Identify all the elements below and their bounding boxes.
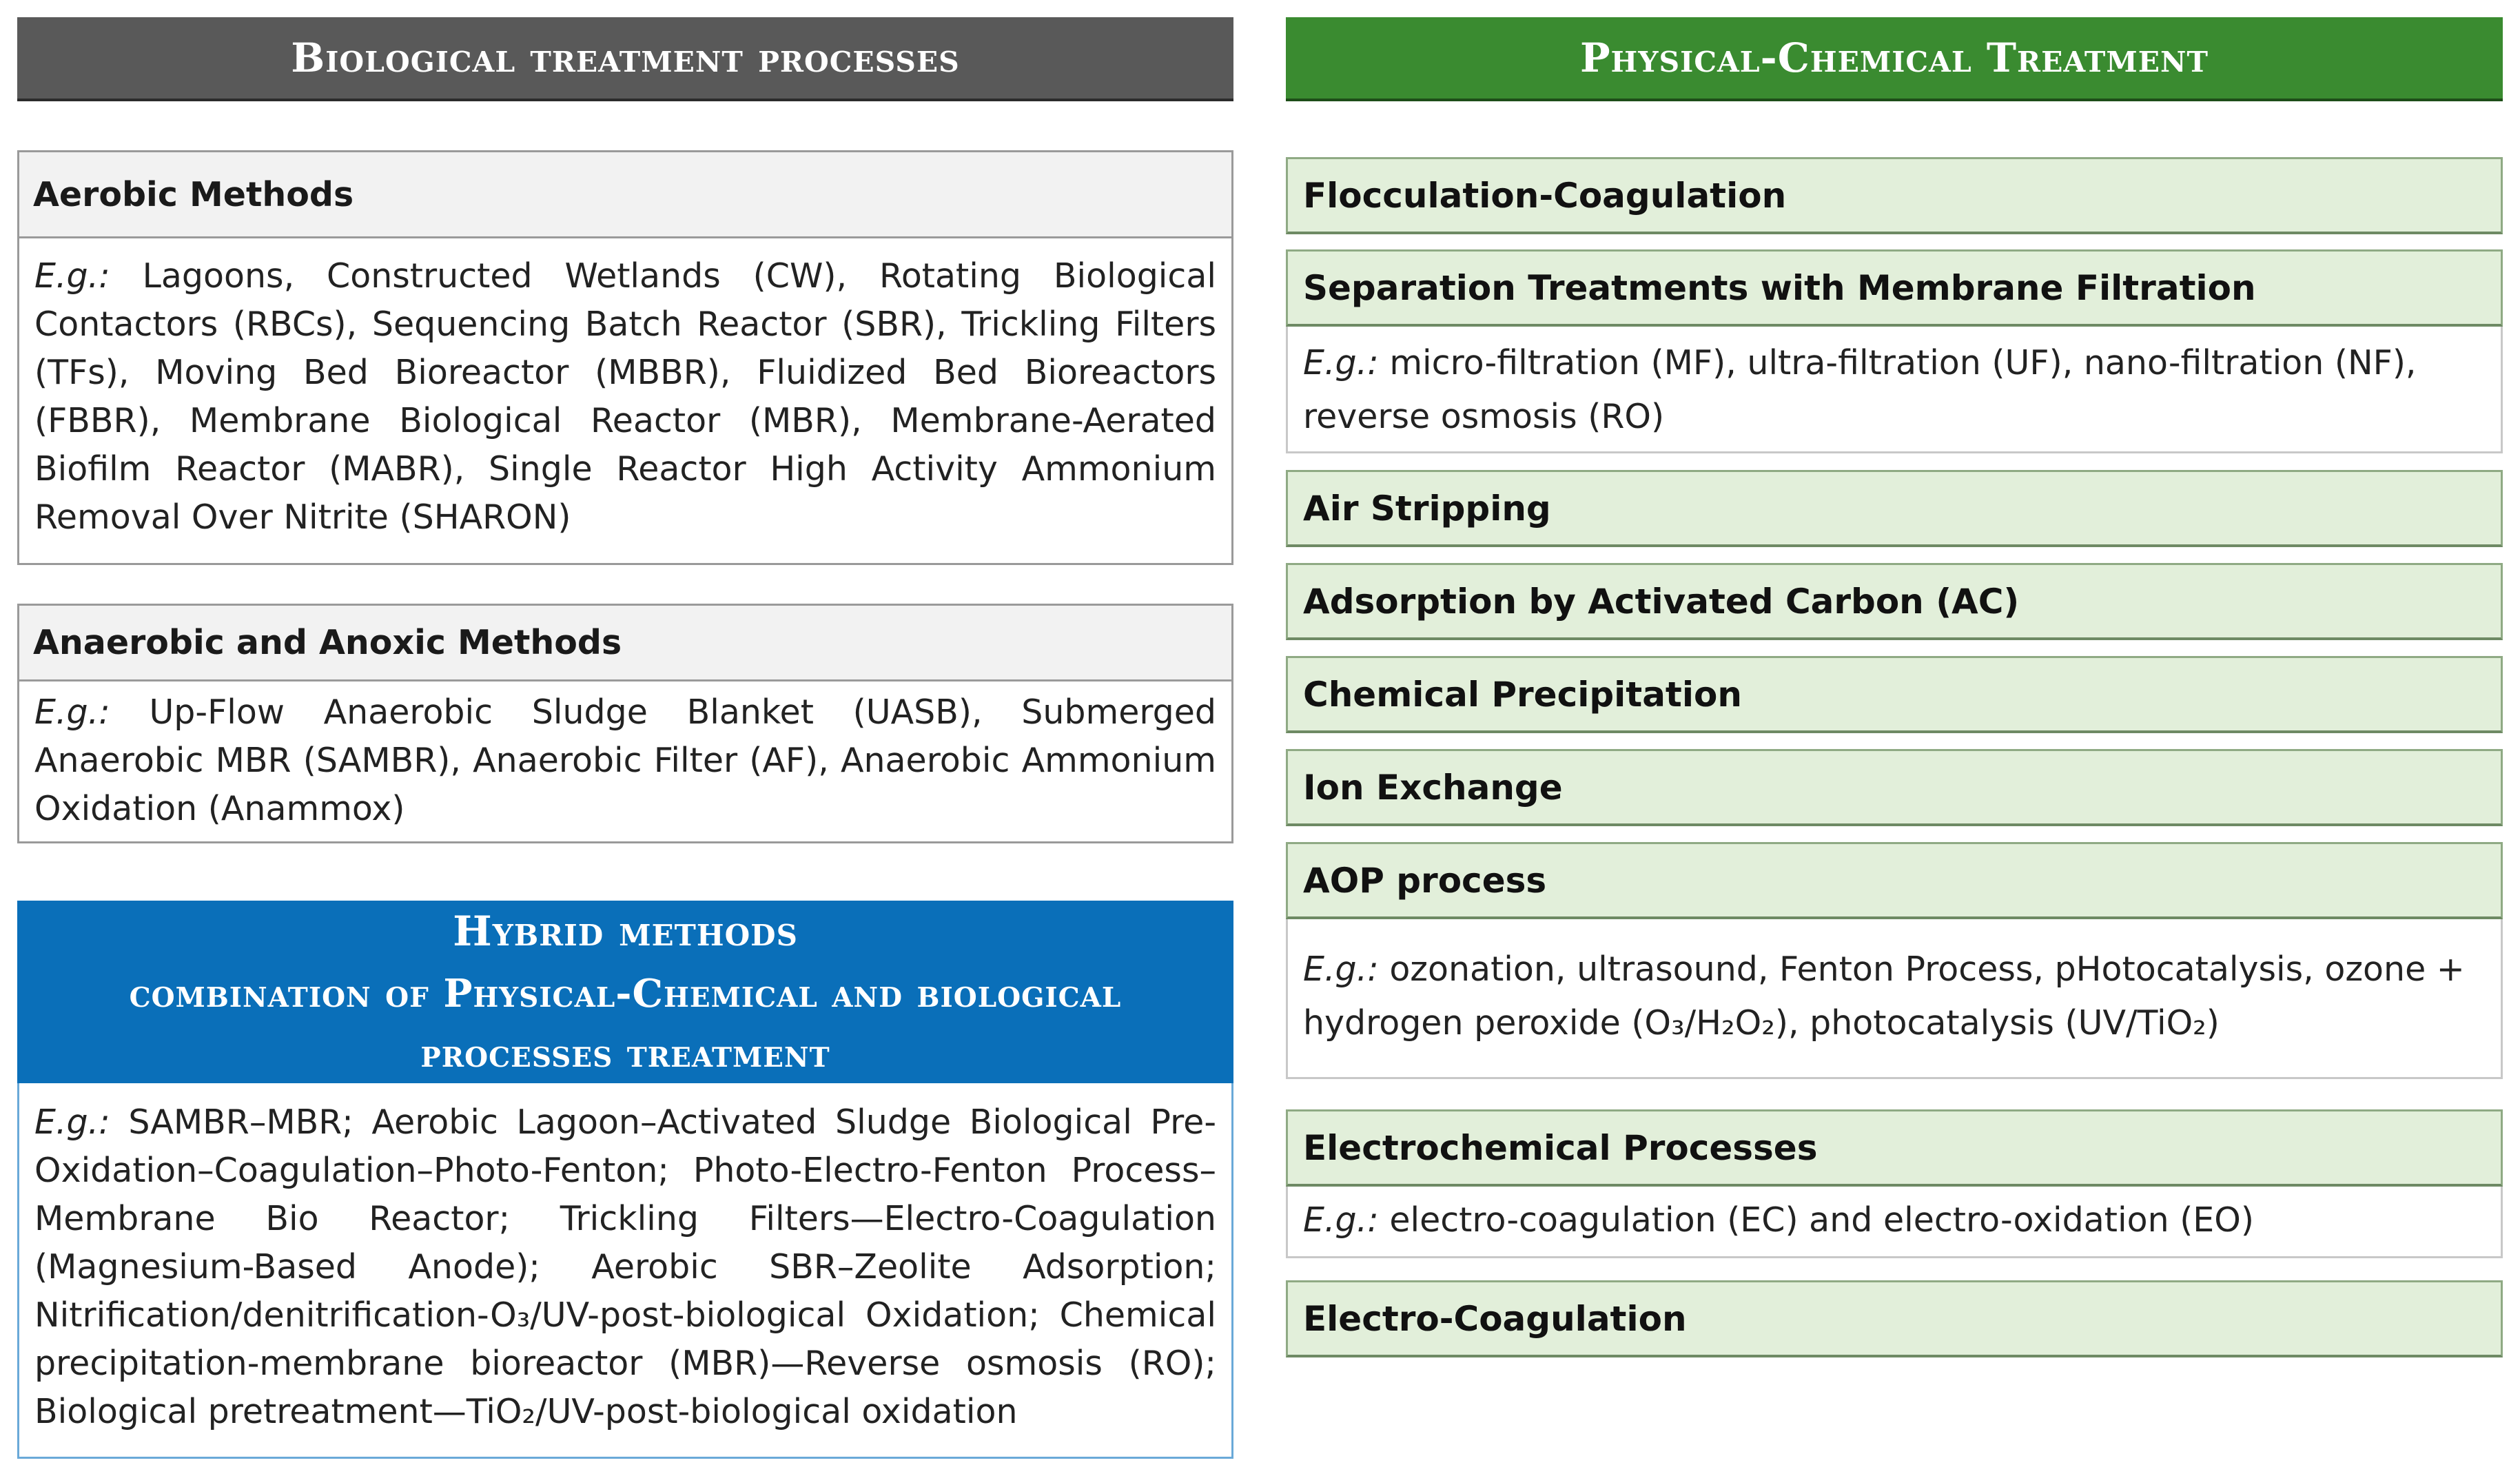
hybrid-examples-text: SAMBR–MBR; Aerobic Lagoon–Activated Sludge Biological Pre-Oxidation–Coagulation–Photo-Fenton; Photo-Electro-Fenton Process–Membrane Bio Reactor; Trickling Filters—Electro-Coagulation (Magnesium-Based Anode); Aerobic SBR–Zeolite Adsorption; Nitrification/denitrification-O₃/UV-post-biological Oxidation; Chemical precipitation-membrane bioreactor (MBR)—Reverse osmosis (RO); Biological pretreatment—TiO₂/UV-post-biological oxidation [34, 1103, 1217, 1431]
aop-line-1: ozonation, ultrasound, Fenton Process, pHotocatalysis, ozone + [1389, 950, 2465, 989]
eg-label: E.g.: [1303, 950, 1379, 989]
membrane-line-2: reverse osmosis (RO) [1303, 397, 1665, 436]
item-membrane-filtration: Separation Treatments with Membrane Filtration [1286, 249, 2503, 327]
aop-examples [1286, 919, 2503, 1079]
hybrid-examples-box [17, 1083, 1233, 1459]
aerobic-title: Aerobic Methods [19, 152, 1231, 238]
item-electrochemical: Electrochemical Processes [1286, 1109, 2503, 1187]
aerobic-examples-text: Lagoons, Constructed Wetlands (CW), Rotating Biological Contactors (RBCs), Sequencing Batch Reactor (SBR), Trickling Filters (TFs), Moving Bed Bioreactor (MBBR), Fluidized Bed Bioreactors (FBBR), Membrane Biological Reactor (MBR), Membrane-Aerated Biofilm Reactor (MABR), Single Reactor High Activity Ammonium Removal Over Nitrite (SHARON) [34, 256, 1216, 537]
electrochemical-examples [1286, 1187, 2503, 1258]
aerobic-examples [19, 238, 1231, 551]
eg-label: E.g.: [34, 1103, 110, 1142]
biological-header [17, 17, 1233, 101]
physchem-header-text: Physical-Chemical Treatment [1579, 34, 2209, 81]
item-air-stripping: Air Stripping [1286, 470, 2503, 547]
anaerobic-box [17, 604, 1233, 843]
eg-label: E.g.: [1303, 1200, 1379, 1240]
item-aop-process: AOP process [1286, 842, 2503, 919]
biological-header-text: Biological treatment processes [291, 34, 960, 81]
hybrid-examples [19, 1083, 1231, 1446]
item-activated-carbon: Adsorption by Activated Carbon (AC) [1286, 563, 2503, 640]
hybrid-header [17, 901, 1233, 1083]
item-flocculation: Flocculation-Coagulation [1286, 157, 2503, 234]
eg-label: E.g.: [34, 256, 110, 296]
item-chemical-precipitation: Chemical Precipitation [1286, 656, 2503, 733]
physchem-header [1286, 17, 2503, 101]
electrochemical-line-1: electro-coagulation (EC) and electro-oxidation (EO) [1389, 1200, 2254, 1240]
aop-line-2: hydrogen peroxide (O₃/H₂O₂), photocatalysis (UV/TiO₂) [1303, 1003, 2220, 1043]
anaerobic-examples-text: Up-Flow Anaerobic Sludge Blanket (UASB), Submerged Anaerobic MBR (SAMBR), Anaerobic Filter (AF), Anaerobic Ammonium Oxidation (Anammox) [34, 693, 1216, 828]
membrane-line-1: micro-filtration (MF), ultra-filtration (UF), nano-filtration (NF), [1389, 343, 2417, 382]
hybrid-header-line3: processes treatment [420, 1031, 830, 1076]
aerobic-box [17, 150, 1233, 565]
hybrid-header-line2: combination of Physical-Chemical and biological [129, 971, 1122, 1017]
item-ion-exchange: Ion Exchange [1286, 749, 2503, 826]
eg-label: E.g.: [34, 693, 110, 732]
anaerobic-title: Anaerobic and Anoxic Methods [19, 606, 1231, 681]
anaerobic-examples [19, 681, 1231, 843]
eg-label: E.g.: [1303, 343, 1379, 382]
item-electro-coagulation: Electro-Coagulation [1286, 1280, 2503, 1357]
membrane-examples [1286, 327, 2503, 453]
hybrid-header-line1: Hybrid methods [453, 908, 798, 956]
